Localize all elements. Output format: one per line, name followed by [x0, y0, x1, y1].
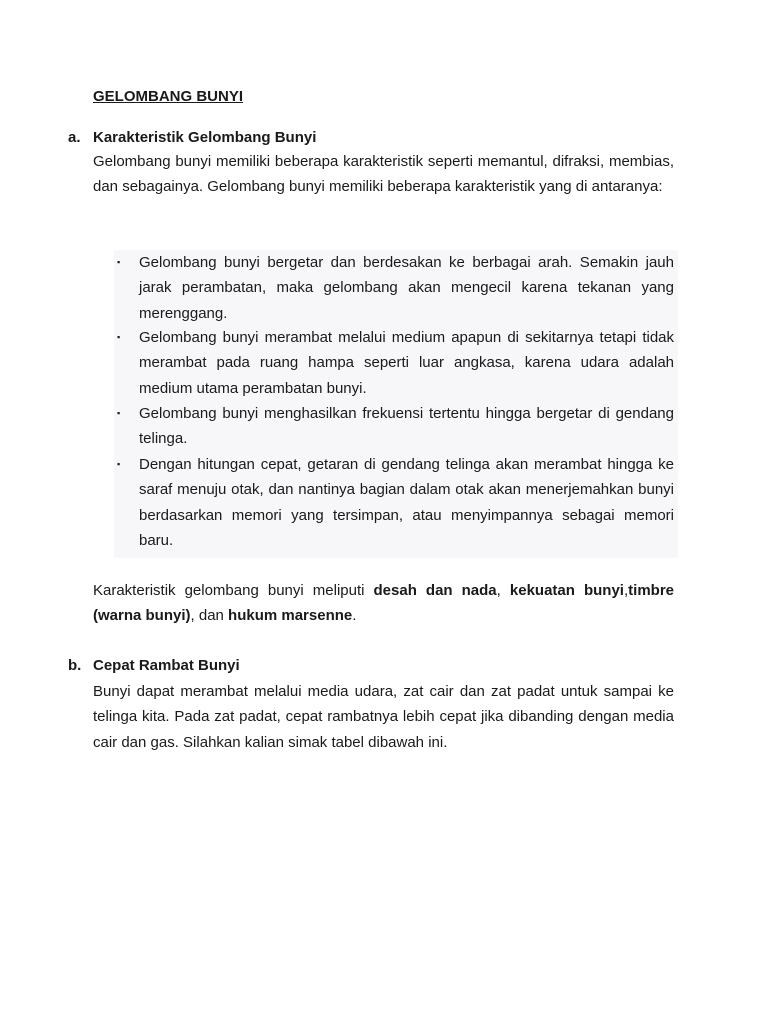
bullet-marker: ▪: [117, 332, 121, 342]
bullet-marker: ▪: [117, 257, 121, 267]
summary-separator: ,: [496, 582, 510, 599]
section-a-letter: a.: [68, 129, 81, 146]
summary-separator: ,: [623, 582, 629, 599]
section-b-body: Bunyi dapat merambat melalui media udara, zat cair dan zat padat untuk sampai ke telinga kita. Pada zat padat, cepat rambatnya lebih cepat jika dibanding dengan media cair dan gas. Silahkan kalian simak tabel dibawah ini.: [93, 683, 674, 751]
section-a-summary: [93, 578, 674, 629]
summary-lead: Karakteristik gelombang bunyi meliputi: [93, 582, 374, 599]
bullet-marker: ▪: [117, 459, 121, 469]
document-title: GELOMBANG BUNYI: [93, 88, 243, 105]
list-item-text: Gelombang bunyi bergetar dan berdesakan ke berbagai arah. Semakin jauh jarak perambatan, maka gelombang akan mengecil karena tekanan yang merenggang.: [139, 254, 674, 322]
section-a-intro: Gelombang bunyi memiliki beberapa karakteristik seperti memantul, difraksi, membias, dan sebagainya. Gelombang bunyi memiliki beberapa karakteristik yang di antaranya:: [93, 153, 674, 196]
summary-term-kekuatan-bunyi: kekuatan bunyi: [509, 582, 624, 599]
section-b-heading: Cepat Rambat Bunyi: [93, 657, 240, 674]
summary-term-desah-nada: desah dan nada: [373, 582, 497, 599]
list-item-text: Gelombang bunyi merambat melalui medium apapun di sekitarnya tetapi tidak merambat pada ruang hampa seperti luar angkasa, karena udara adalah medium utama perambatan bunyi.: [139, 329, 674, 397]
summary-end: .: [352, 607, 357, 625]
section-b-letter: b.: [68, 657, 82, 674]
list-item-text: Gelombang bunyi menghasilkan frekuensi tertentu hingga bergetar di gendang telinga.: [139, 405, 674, 448]
summary-term-timbre: timbre (warna bunyi): [93, 582, 674, 625]
summary-term-hukum-marsenne: hukum marsenne: [228, 607, 353, 625]
bullet-marker: ▪: [117, 408, 121, 418]
summary-separator: , dan: [190, 607, 229, 625]
section-a-heading: Karakteristik Gelombang Bunyi: [93, 129, 317, 146]
list-item-text: Dengan hitungan cepat, getaran di gendang telinga akan merambat hingga ke saraf menuju otak, dan nantinya bagian dalam otak akan menerjemahkan bunyi berdasarkan memori yang tersimpan, atau menyimpannya sebagai memori baru.: [139, 456, 674, 550]
